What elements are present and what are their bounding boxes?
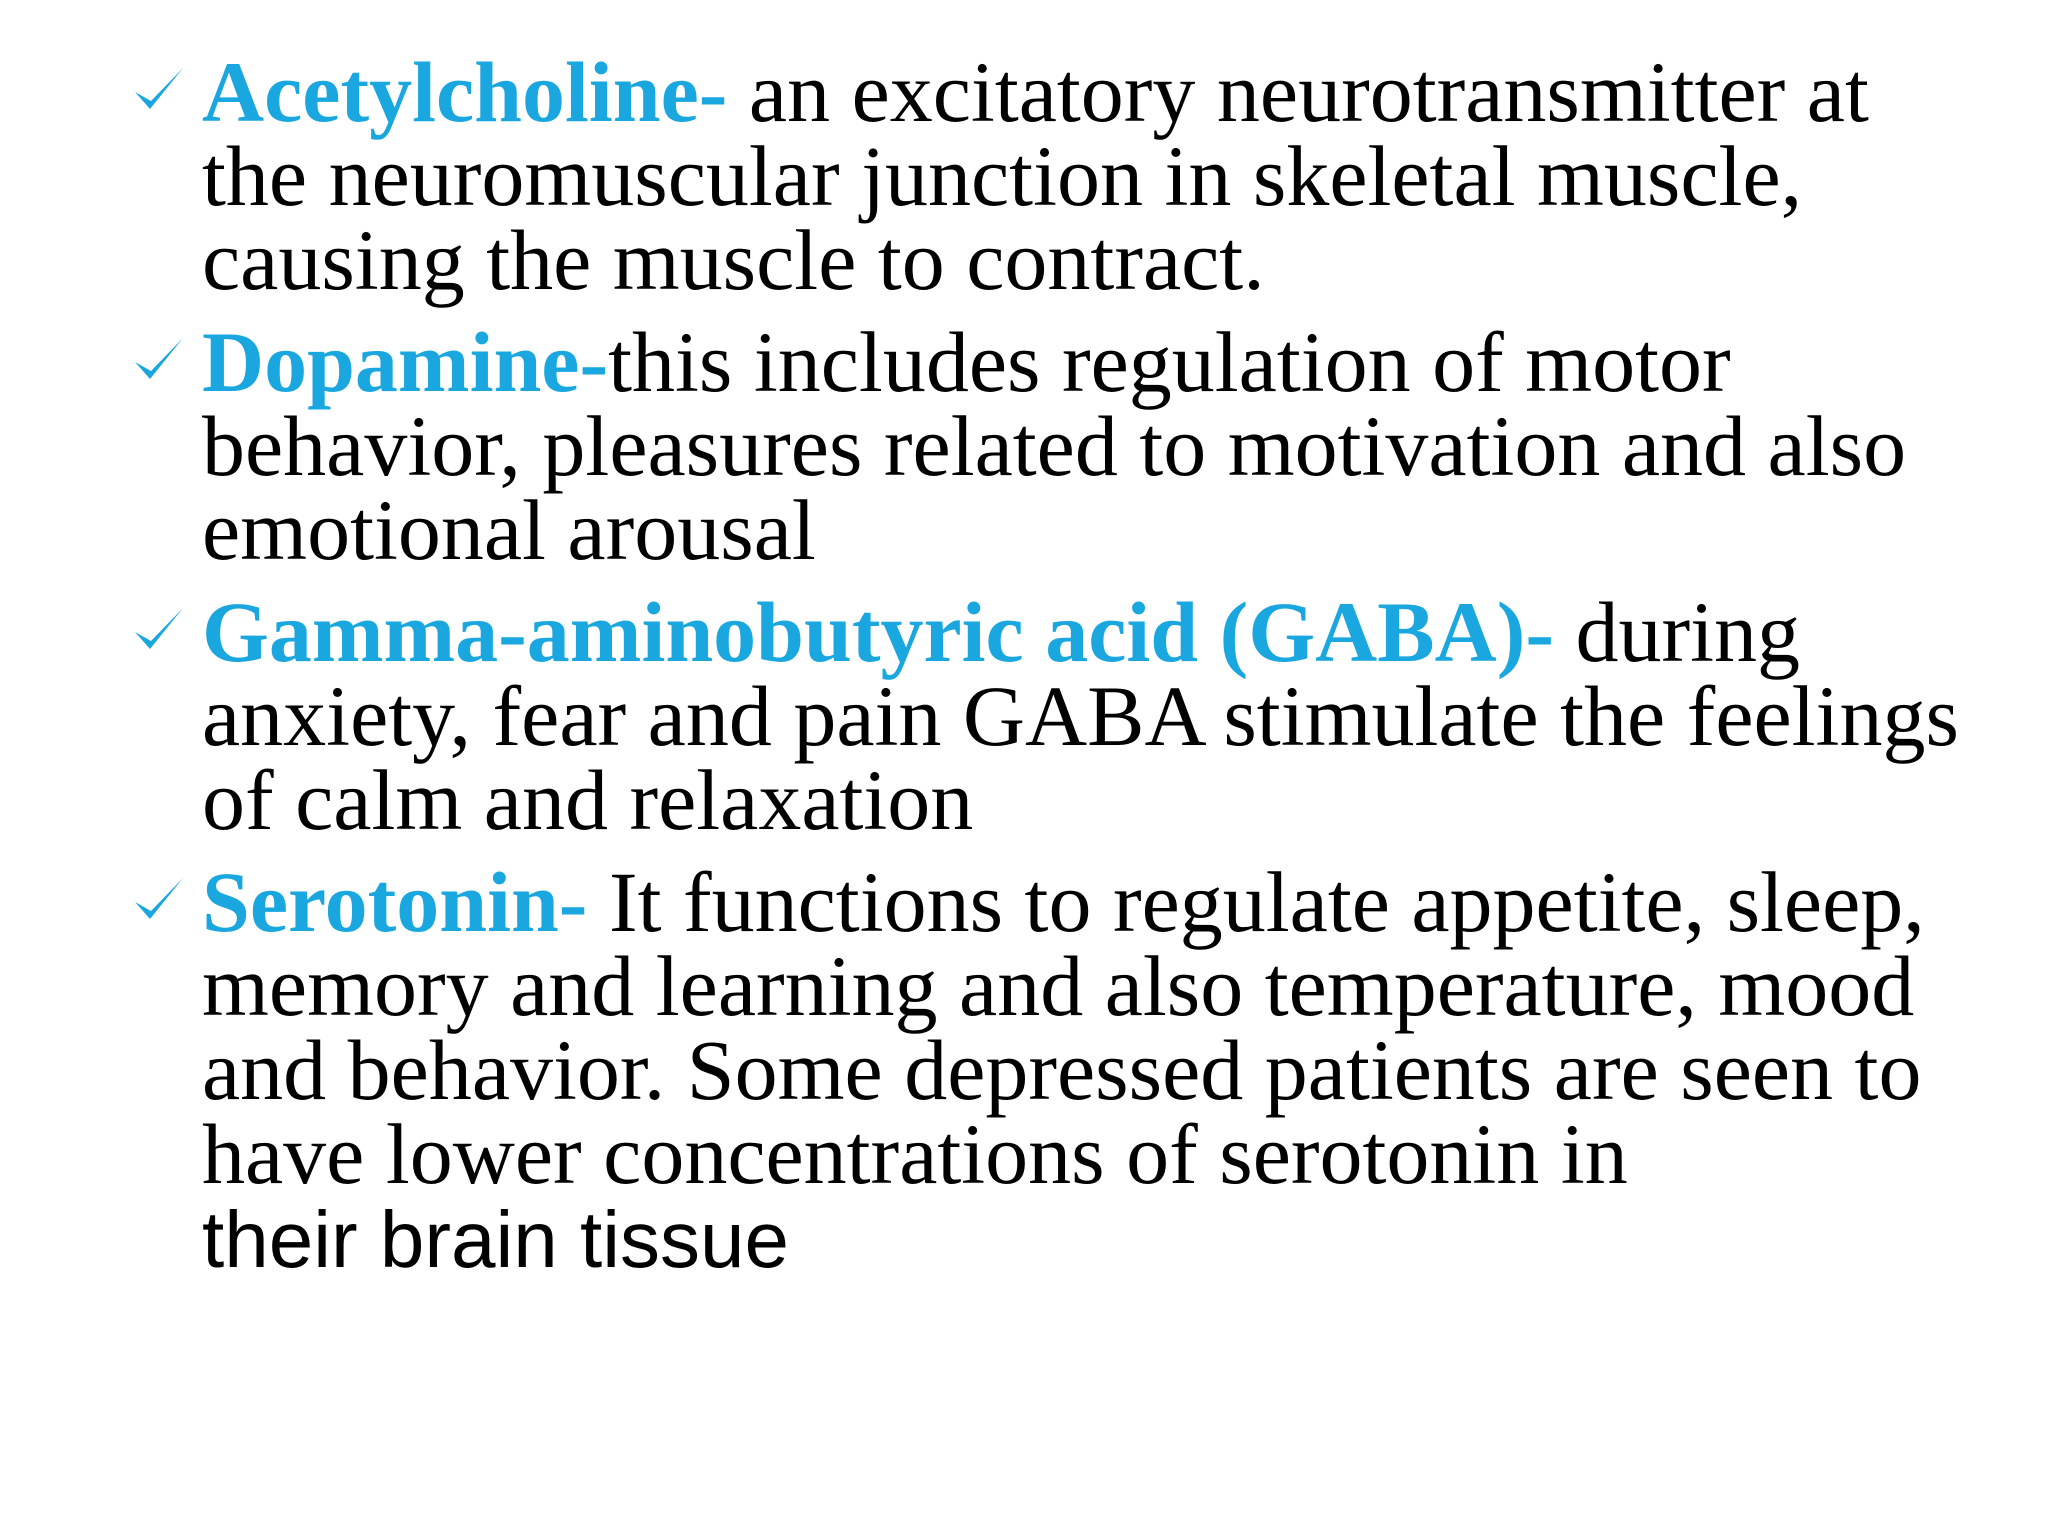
term-label: Serotonin- [202,854,588,950]
checkmark-icon [130,602,188,660]
term-description: It functions to regulate appetite, sleep, memory and learning and also temperature, mood and behavior. Some depressed patients are seen to have lower concentrations of serotonin in [202,854,1925,1202]
checkmark-icon [130,62,188,120]
checkmark-icon [130,872,188,930]
bullet-serotonin [130,854,1960,1284]
bullet-dopamine [130,314,1960,578]
bullet-gaba [130,584,1960,848]
term-label: Acetylcholine- [202,44,728,140]
term-description: during anxiety, fear and pain GABA stimulate the feelings of calm and relaxation [202,584,1959,848]
term-label: Dopamine- [202,314,609,410]
term-label: Gamma-aminobutyric acid (GABA)- [202,584,1554,680]
term-description-last-line: their brain tissue [202,1195,789,1284]
bullet-list [130,44,1960,1300]
term-description: this includes regulation of motor behavior, pleasures related to motivation and also emotional arousal [202,314,1907,578]
bullet-acetylcholine [130,44,1960,308]
checkmark-icon [130,332,188,390]
term-description: an excitatory neurotransmitter at the neuromuscular junction in skeletal muscle, causing the muscle to contract. [202,44,1869,308]
